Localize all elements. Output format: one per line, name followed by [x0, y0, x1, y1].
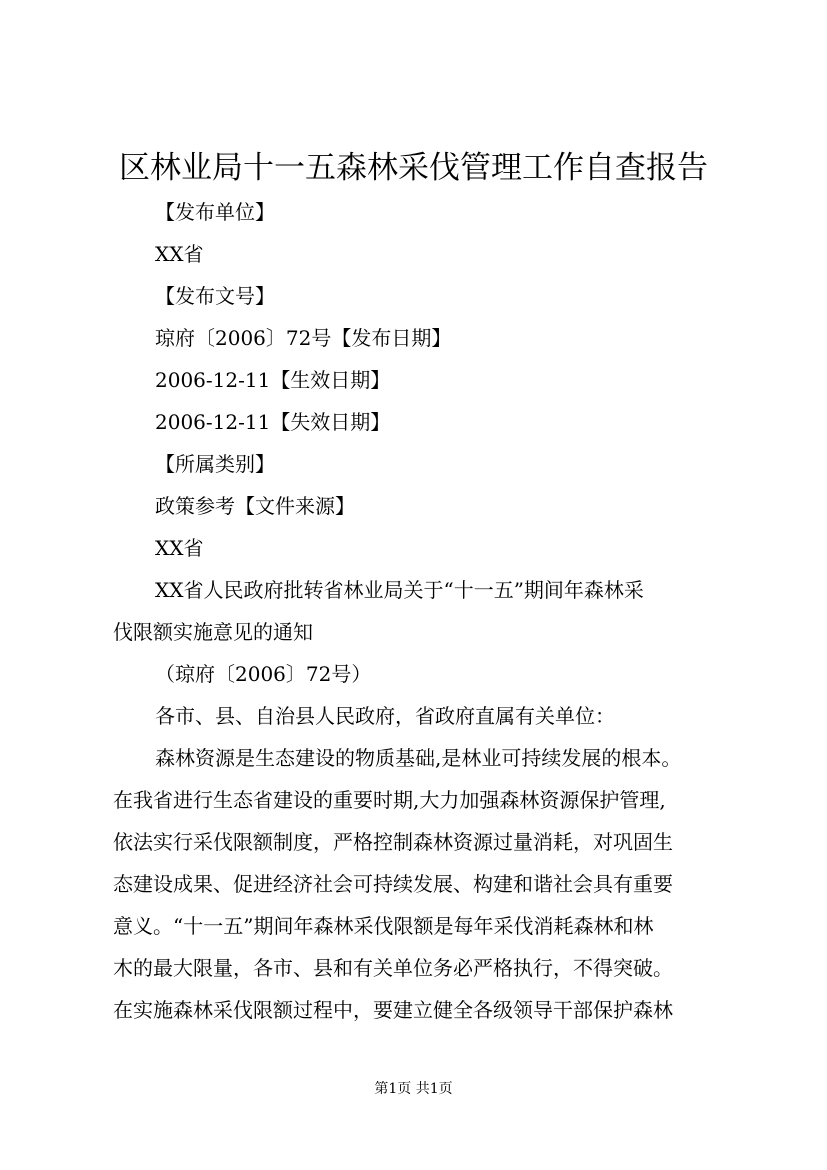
page-footer: 第1页 共1页	[374, 1081, 453, 1097]
text-line: 【所属类别】	[155, 452, 275, 476]
text-line: XX省	[155, 536, 204, 560]
text-line: 在实施森林采伐限额过程中，要建立健全各级领导干部保护森林	[113, 998, 673, 1022]
text-line: 伐限额实施意见的通知	[113, 620, 313, 644]
text-line: 在我省进行生态省建设的重要时期,大力加强森林资源保护管理,	[113, 788, 666, 812]
text-line: XX省人民政府批转省林业局关于“十一五”期间年森林采	[155, 578, 644, 602]
text-line: 【发布文号】	[155, 284, 275, 308]
text-line: 2006-12-11【失效日期】	[155, 410, 391, 434]
text-line: XX省	[155, 242, 204, 266]
text-line: 2006-12-11【生效日期】	[155, 368, 391, 392]
text-line: 依法实行采伐限额制度，严格控制森林资源过量消耗，对巩固生	[113, 830, 673, 854]
text-line: 各市、县、自治县人民政府，省政府直属有关单位：	[155, 704, 615, 728]
text-line: 【发布单位】	[155, 200, 275, 224]
text-line: 琼府〔2006〕72号【发布日期】	[155, 326, 452, 350]
document-title: 区林业局十一五森林采伐管理工作自查报告	[119, 150, 708, 186]
text-line: 意义。“十一五”期间年森林采伐限额是每年采伐消耗森林和林	[113, 914, 654, 938]
text-line: 政策参考【文件来源】	[155, 494, 355, 518]
text-line: 木的最大限量，各市、县和有关单位务必严格执行，不得突破。	[113, 956, 673, 980]
text-line: 森林资源是生态建设的物质基础,是林业可持续发展的根本。	[155, 746, 682, 770]
text-line: （琼府〔2006〕72号）	[155, 662, 372, 686]
text-line: 态建设成果、促进经济社会可持续发展、构建和谐社会具有重要	[113, 872, 673, 896]
